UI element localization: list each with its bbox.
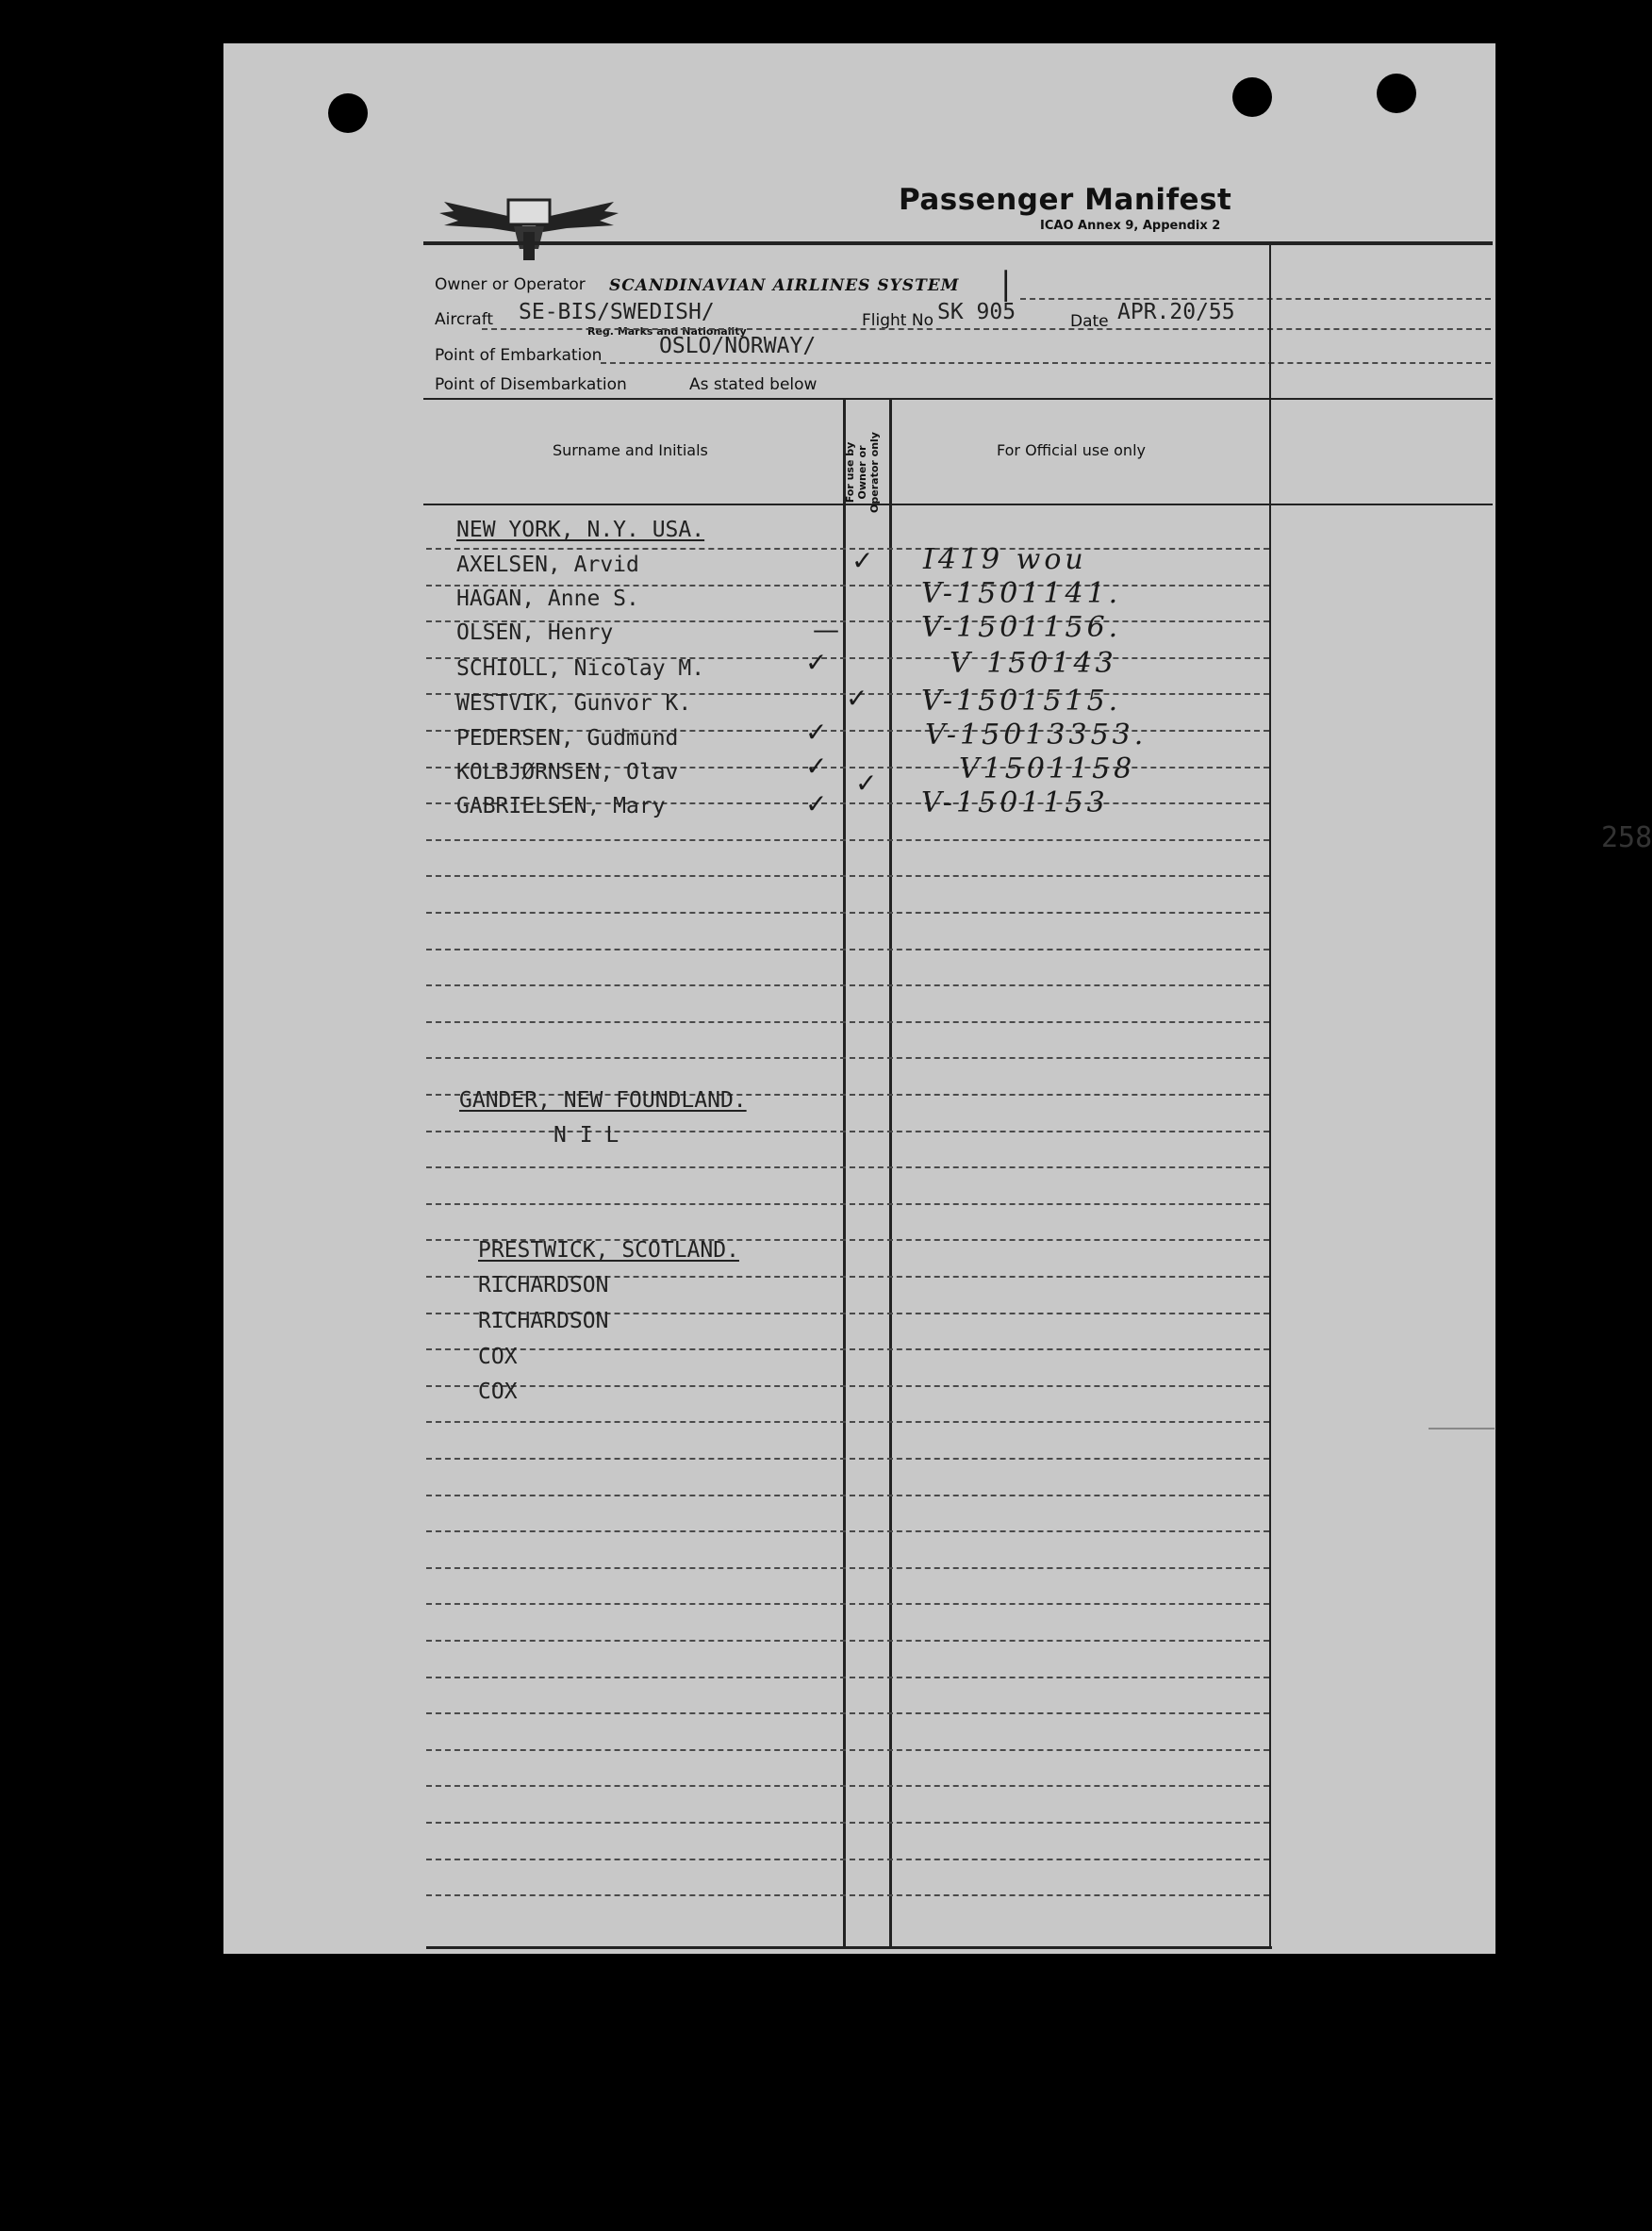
official-note: V-1501153: [921, 786, 1109, 819]
destination-heading-gander: GANDER, NEW FOUNDLAND.: [459, 1088, 747, 1113]
official-note: V-15013353.: [925, 719, 1148, 752]
row-rule: [426, 1057, 1269, 1059]
aircraft-line: [482, 328, 1491, 330]
page-number: 258: [1601, 821, 1652, 854]
embarkation-label: Point of Embarkation: [435, 346, 603, 365]
col-header-official: For Official use only: [997, 441, 1146, 459]
destination-heading-prestwick: PRESTWICK, SCOTLAND.: [478, 1238, 739, 1263]
disembarkation-label: Point of Disembarkation: [435, 375, 627, 394]
flight-label: Flight No: [862, 311, 933, 330]
row-rule: [426, 949, 1269, 950]
owner-label: Owner or Operator: [435, 275, 586, 294]
table-bottom-rule: [426, 1946, 1272, 1949]
flight-value: SK 905: [937, 300, 1016, 324]
gander-nil: N I L: [553, 1123, 620, 1148]
row-rule: [426, 1567, 1269, 1569]
check-mark: ✓: [805, 788, 828, 819]
passenger-name: AXELSEN, Arvid: [456, 553, 639, 577]
owner-line: [1020, 298, 1491, 300]
row-rule: [426, 1785, 1269, 1787]
passenger-name: SCHIOLL, Nicolay M.: [456, 656, 705, 681]
check-mark: ✓: [851, 545, 874, 576]
official-note: V 150143: [950, 647, 1117, 680]
passenger-name: HAGAN, Anne S.: [456, 587, 639, 611]
check-mark: ✓: [805, 751, 828, 782]
disembarkation-value: As stated below: [689, 375, 818, 394]
official-note: V-1501141.: [921, 577, 1122, 610]
row-rule: [426, 1749, 1269, 1751]
row-rule: [426, 1385, 1269, 1387]
aircraft-value: SE-BIS/SWEDISH/: [519, 300, 715, 324]
check-mark: ✓: [846, 683, 868, 714]
check-mark: ✓: [805, 717, 828, 748]
row-rule: [426, 1894, 1269, 1896]
official-note: I419 wou: [923, 543, 1087, 576]
check-mark: ✓: [855, 768, 878, 799]
row-rule: [426, 1458, 1269, 1460]
aircraft-label: Aircraft: [435, 310, 494, 329]
check-mark: ✓: [805, 647, 828, 678]
col-divider-owner-left: [843, 400, 846, 1947]
row-rule: [426, 1495, 1269, 1496]
check-mark: —: [813, 614, 839, 645]
document-title: Passenger Manifest: [899, 183, 1232, 217]
official-note: V1501158: [959, 752, 1136, 785]
row-rule: [426, 839, 1269, 841]
passenger-name: COX: [478, 1345, 518, 1369]
embarkation-value: OSLO/NORWAY/: [659, 334, 817, 358]
row-rule: [426, 1348, 1269, 1350]
punch-hole-right: [1377, 74, 1416, 113]
punch-hole-left: [328, 93, 368, 133]
row-rule: [426, 1640, 1269, 1642]
row-rule: [426, 548, 1269, 550]
airline-wings-logo: [435, 183, 623, 277]
owner-mark: |: [1000, 265, 1016, 303]
passenger-name: GABRIELSEN, Mary: [456, 794, 666, 818]
official-note: V-1501156.: [921, 611, 1122, 644]
row-rule: [426, 1822, 1269, 1824]
row-rule: [426, 1603, 1269, 1605]
margin-mark: [1429, 1428, 1495, 1429]
row-rule: [426, 1712, 1269, 1714]
reg-marks-note: Reg. Marks and Nationality: [587, 325, 747, 338]
row-rule: [426, 1166, 1269, 1168]
table-header-rule: [423, 504, 1493, 505]
row-rule: [426, 984, 1269, 986]
passenger-name: OLSEN, Henry: [456, 620, 614, 645]
passenger-name: RICHARDSON: [478, 1273, 609, 1297]
row-rule: [426, 1421, 1269, 1423]
destination-heading-newyork: NEW YORK, N.Y. USA.: [456, 518, 705, 542]
col-divider-right-edge: [1269, 243, 1271, 1947]
row-rule: [426, 1859, 1269, 1860]
row-rule: [426, 1203, 1269, 1205]
passenger-name: RICHARDSON: [478, 1309, 609, 1333]
row-rule: [426, 1021, 1269, 1023]
official-note: V-1501515.: [921, 685, 1122, 718]
row-rule: [426, 1530, 1269, 1532]
date-label: Date: [1070, 312, 1109, 331]
owner-value: SCANDINAVIAN AIRLINES SYSTEM: [609, 276, 960, 295]
date-value: APR.20/55: [1117, 300, 1235, 324]
passenger-name: WESTVIK, Gunvor K.: [456, 691, 692, 716]
col-header-name: Surname and Initials: [553, 441, 708, 459]
document-subtitle: ICAO Annex 9, Appendix 2: [1040, 219, 1221, 233]
passenger-name: KOLBJØRNSEN, Olav: [456, 760, 679, 785]
row-rule: [426, 1677, 1269, 1678]
col-header-owner: For use by Owner or Operator only: [844, 432, 881, 513]
table-top-rule: [423, 398, 1493, 400]
fields-top-rule: [423, 243, 1493, 245]
passenger-name: PEDERSEN, Gudmund: [456, 726, 679, 751]
manifest-sheet: [223, 43, 1652, 1954]
punch-hole-middle: [1232, 77, 1272, 117]
row-rule: [426, 912, 1269, 914]
col-divider-owner-right: [889, 400, 892, 1947]
passenger-name: COX: [478, 1380, 518, 1404]
embarkation-line: [601, 362, 1491, 364]
row-rule: [426, 875, 1269, 877]
